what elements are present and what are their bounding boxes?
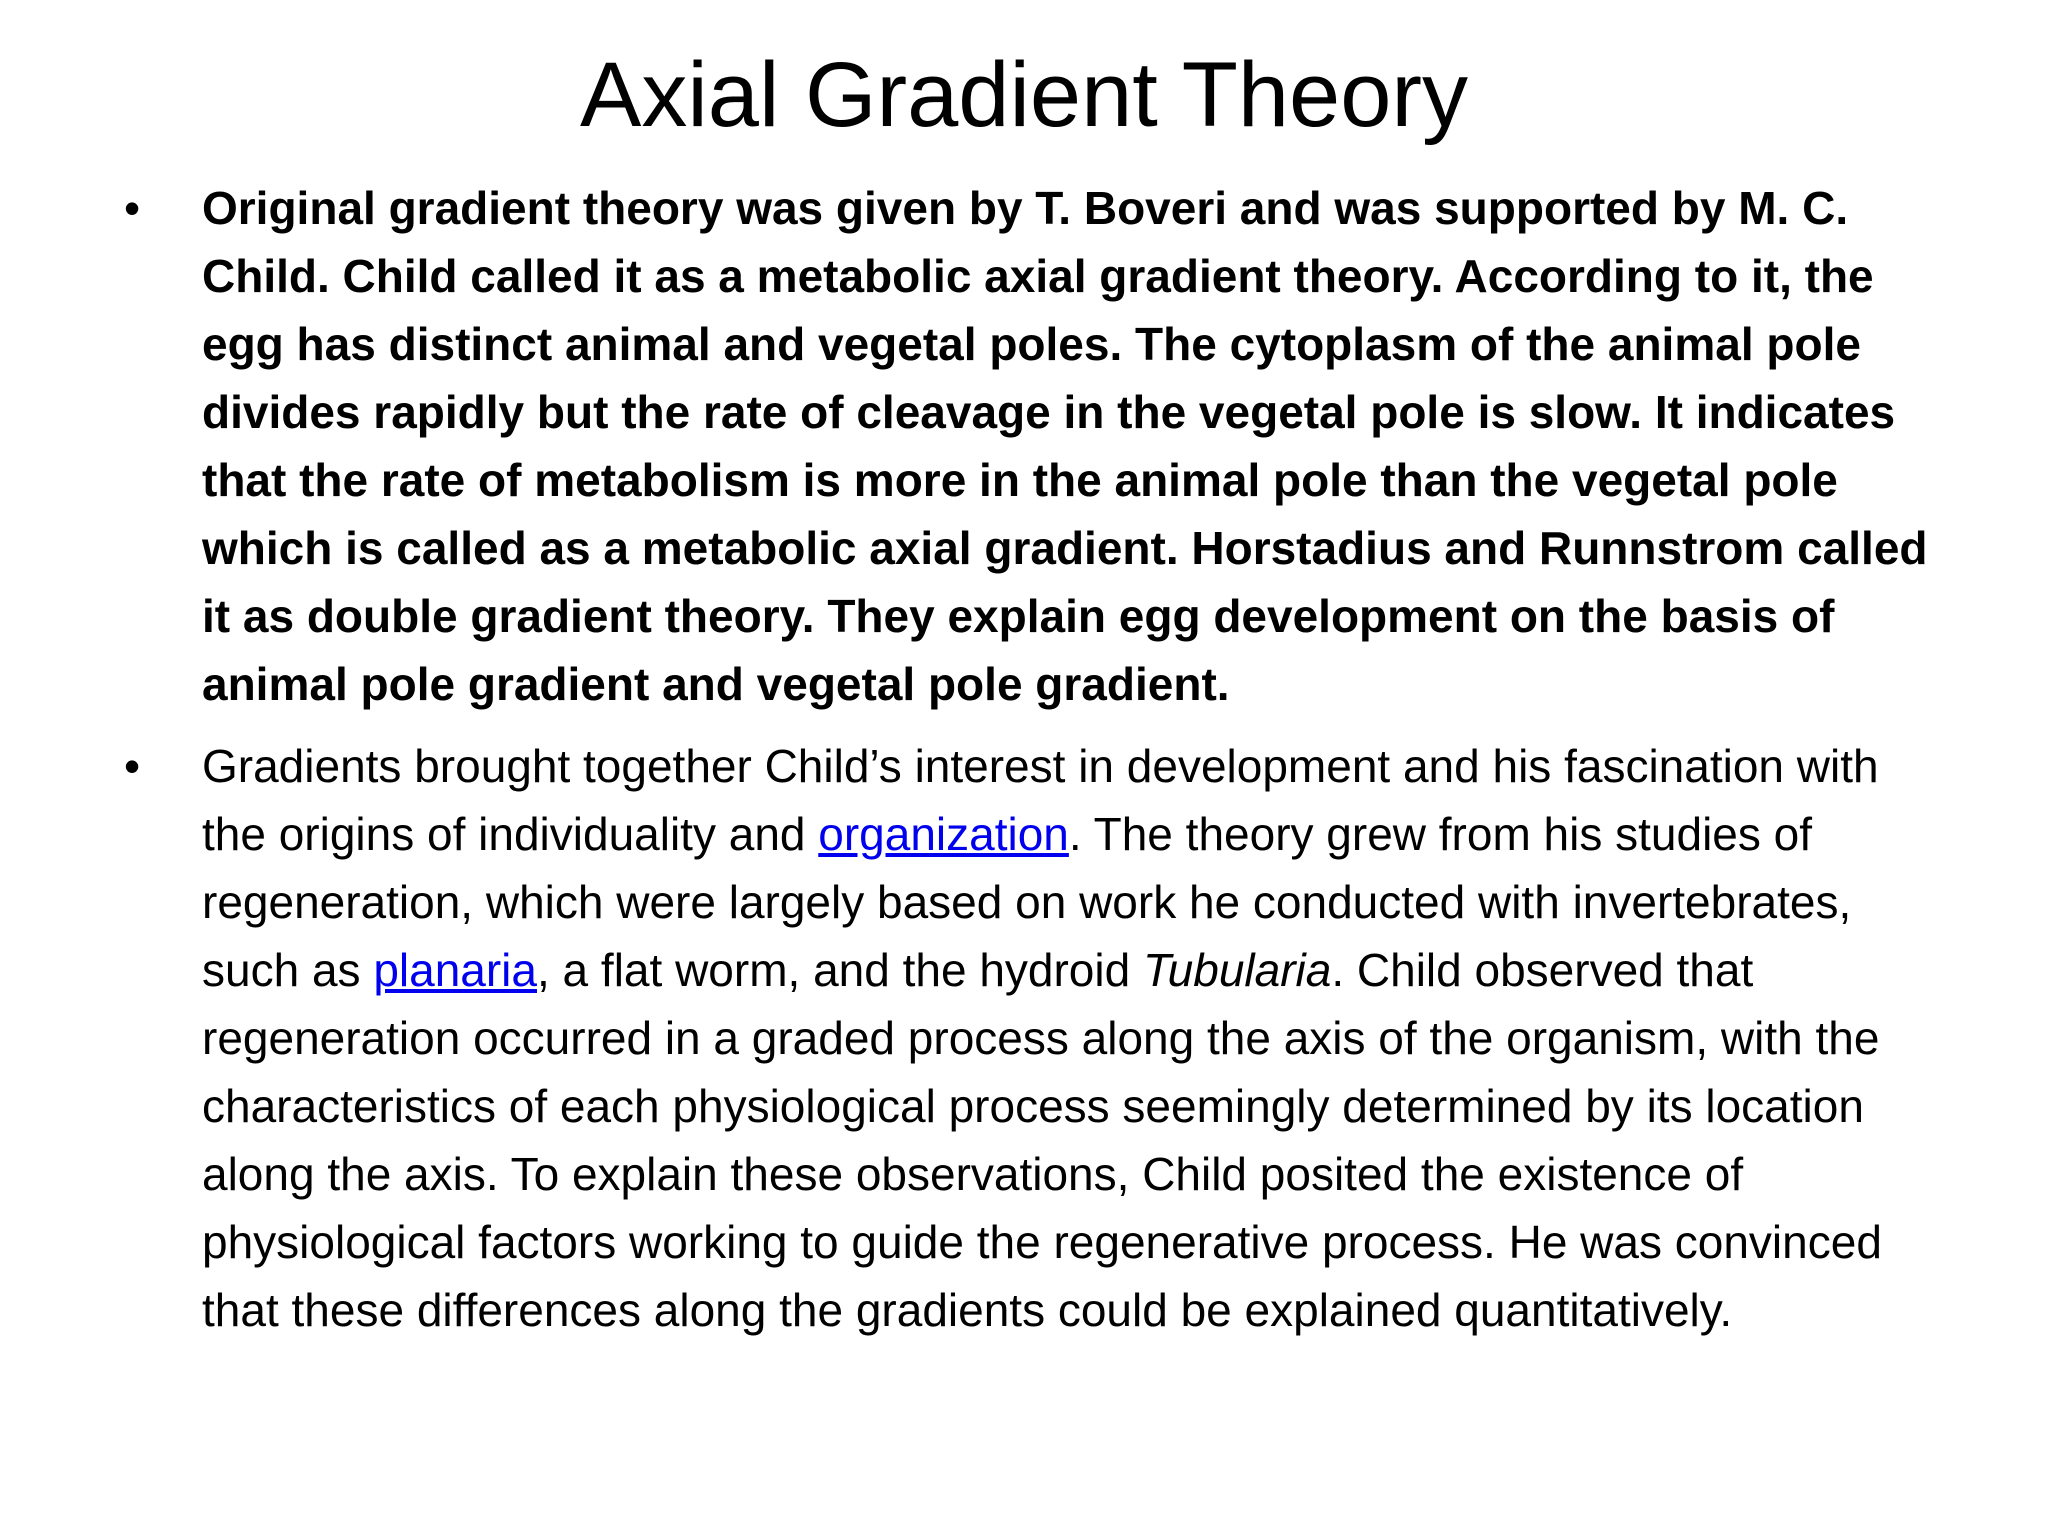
text-segment: , a flat worm, and the hydroid <box>537 944 1143 996</box>
bullet-item-1 <box>120 174 1950 718</box>
bullet-dot-icon: • <box>124 182 141 234</box>
slide-title: Axial Gradient Theory <box>579 44 1469 146</box>
tubularia-italic: Tubularia <box>1142 944 1332 996</box>
text-segment: Gradients brought together Child’s interest in development and his fascination with the origins of individuality and <box>202 740 1879 860</box>
bullet-item-2 <box>120 732 1950 1344</box>
text-segment: . Child observed that regeneration occurred in a graded process along the axis of the organism, with the characteristics of each physiological process seemingly determined by its location along the axis. To explain these observations, Child posited the existence of physiological factors working to guide the regenerative process. He was convinced that these differences along the gradients could be explained quantitatively. <box>202 944 1882 1336</box>
bullet-list <box>120 174 1950 1358</box>
bullet-text-1: Original gradient theory was given by T. Boveri and was supported by M. C. Child. Child called it as a metabolic axial gradient theory. According to it, the egg has distinct animal and vegetal poles. The cytoplasm of the animal pole divides rapidly but the rate of cleavage in the vegetal pole is slow. It indicates that the rate of metabolism is more in the animal pole than the vegetal pole which is called as a metabolic axial gradient. Horstadius and Runnstrom called it as double gradient theory. They explain egg development on the basis of animal pole gradient and vegetal pole gradient. <box>202 182 1928 710</box>
bullet-text-2 <box>202 740 1882 1336</box>
planaria-link[interactable]: planaria <box>373 944 537 996</box>
bullet-dot-icon: • <box>124 740 141 792</box>
text-segment: . The theory grew from his studies of regeneration, which were largely based on work he conducted with invertebrates, such as <box>202 808 1852 996</box>
organization-link[interactable]: organization <box>818 808 1069 860</box>
